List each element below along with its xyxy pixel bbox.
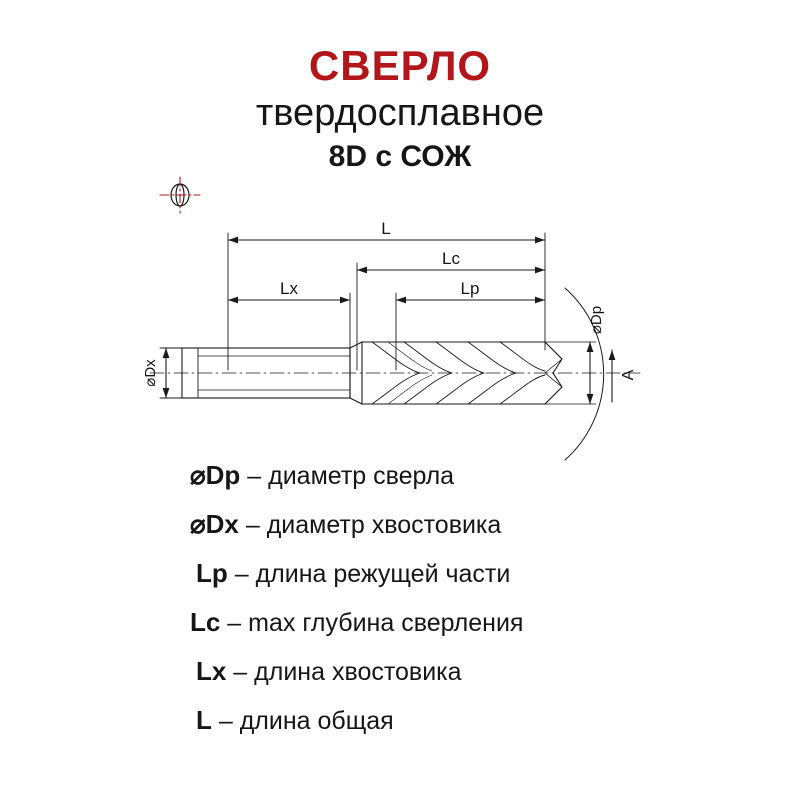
dimension-label-A: A <box>620 369 637 381</box>
legend-item-dx <box>190 511 782 538</box>
legend-description: – диаметр хвостовика <box>245 511 502 539</box>
dimension-label-L: L <box>381 219 391 238</box>
legend-item-dp <box>190 462 782 489</box>
dimension-label-Dx: ⌀Dx <box>142 359 159 387</box>
legend-item-lp <box>196 560 782 587</box>
page-title: СВЕРЛО <box>308 42 492 89</box>
page-subtitle: твердосплавное <box>255 92 545 135</box>
legend-item-l <box>196 707 782 734</box>
dimension-label-Lp: Lp <box>460 279 480 298</box>
legend-description: – длина хвостовика <box>233 658 462 686</box>
legend-description: – max глубина сверления <box>227 609 524 637</box>
legend-description: – длина общая <box>218 707 394 735</box>
legend-symbol: Lx <box>196 656 227 686</box>
legend-description: – диаметр сверла <box>247 462 455 490</box>
legend-symbol: L <box>196 705 212 735</box>
legend-item-lc <box>190 609 782 636</box>
legend-symbol: Lc <box>190 607 221 637</box>
first-angle-projection-symbol <box>160 177 200 213</box>
dimension-label-Dp: ⌀Dp <box>588 305 605 335</box>
page-subtitle-secondary: 8D с СОЖ <box>328 140 472 174</box>
dimension-Dx <box>160 348 230 398</box>
legend-list <box>182 462 782 756</box>
dimension-label-Lc: Lc <box>442 249 460 268</box>
drill-body <box>150 342 640 404</box>
legend-description: – длина режущей части <box>234 560 511 588</box>
legend-symbol: Lp <box>196 558 228 588</box>
dimension-L <box>228 233 545 370</box>
dimension-Lx <box>228 293 350 370</box>
dimension-label-Lx: Lx <box>280 279 298 298</box>
legend-symbol: ⌀Dx <box>190 509 239 539</box>
legend-item-lx <box>196 658 782 685</box>
title-block <box>0 44 800 176</box>
legend-symbol: ⌀Dp <box>190 460 241 490</box>
technical-drawing <box>0 170 800 480</box>
